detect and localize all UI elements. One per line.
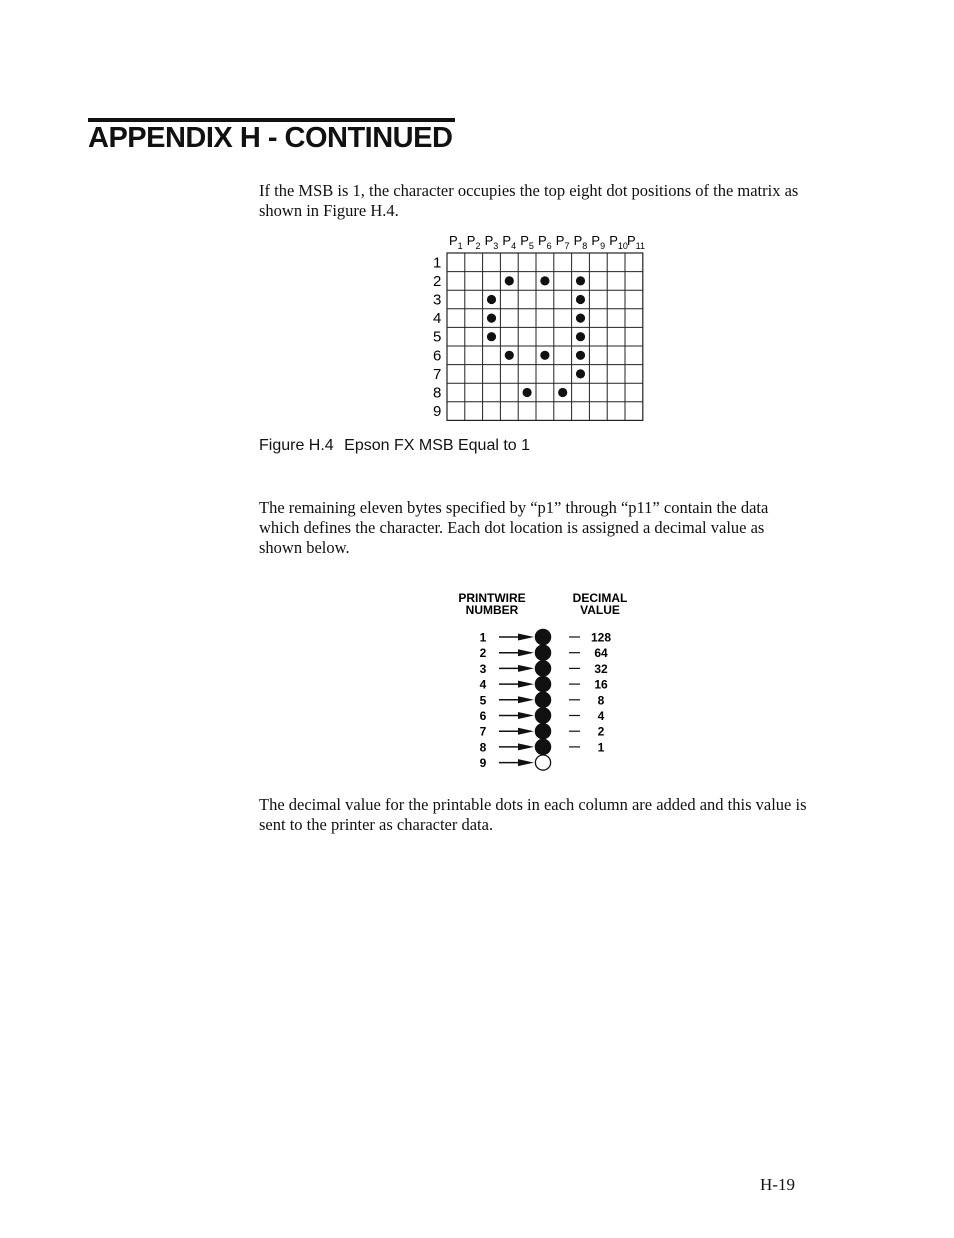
matrix-dot (576, 332, 585, 341)
header-printwire: PRINTWIRE (458, 591, 526, 605)
printwire-dot (535, 692, 550, 707)
matrix-dot (505, 351, 514, 360)
figure-number: Figure H.4 (259, 437, 334, 454)
arrow-head (518, 696, 534, 703)
decimal-value: 16 (594, 677, 608, 692)
arrow-head (518, 759, 534, 766)
page-number: H-19 (760, 1175, 795, 1194)
printwire-dot (535, 629, 550, 644)
matrix-dot (505, 276, 514, 285)
row-label: 1 (433, 254, 442, 272)
column-label: $P_2$ (466, 233, 481, 251)
matrix-dot (523, 388, 532, 397)
matrix-dot (487, 295, 496, 304)
page-title: APPENDIX H - CONTINUED (88, 122, 453, 154)
figure-caption (259, 437, 530, 455)
column-label: $P_1$ (449, 233, 463, 251)
column-label: $P_6$ (538, 233, 552, 251)
arrow-head (518, 728, 534, 735)
printwire-dot (535, 677, 550, 692)
row-label: 9 (433, 403, 442, 421)
column-labels (449, 233, 645, 251)
printwire-dot (535, 708, 550, 723)
printwire-dot (535, 661, 550, 676)
matrix-dot (576, 369, 585, 378)
row-label: 2 (433, 272, 442, 290)
column-label: $P_3$ (484, 233, 499, 251)
decimal-value: 4 (597, 709, 605, 723)
row-label: 3 (433, 291, 442, 309)
matrix-dot (558, 388, 567, 397)
decimal-value: 64 (594, 646, 608, 661)
column-label: $P_{11}$ (627, 233, 646, 251)
row-label: 5 (433, 328, 442, 346)
arrow-head (518, 712, 534, 719)
remaining-bytes-paragraph: The remaining eleven bytes specified by “p1” through “p11” contain the data which defines the character. Each dot location is assigned a decimal value as shown below. (259, 498, 769, 557)
column-label: $P_5$ (520, 233, 534, 251)
matrix-dot (576, 295, 585, 304)
header-number: NUMBER (465, 603, 519, 617)
arrow-head (518, 681, 534, 688)
column-label: $P_8$ (573, 233, 588, 251)
printwire-dot-empty (535, 755, 550, 770)
row-label: 4 (433, 310, 442, 328)
wire-number: 5 (479, 693, 487, 708)
wire-number: 3 (479, 661, 487, 676)
wire-number: 9 (479, 756, 487, 771)
dot-matrix-figure (425, 226, 650, 424)
wire-number: 1 (479, 630, 487, 645)
printwire-rows (480, 629, 612, 770)
decimal-value: 1 (597, 740, 605, 755)
matrix-dot (540, 276, 549, 285)
matrix-dot (487, 332, 496, 341)
matrix-dot (576, 276, 585, 285)
wire-number: 4 (479, 677, 487, 692)
figure-caption-text: Epson FX MSB Equal to 1 (344, 437, 531, 454)
wire-number: 2 (479, 646, 487, 661)
column-label: $P_{10}$ (609, 233, 628, 251)
wire-number: 8 (479, 740, 487, 755)
decimal-value: 8 (597, 693, 605, 708)
arrow-head (518, 743, 534, 750)
column-label: $P_7$ (555, 233, 570, 251)
decimal-value: 128 (590, 630, 612, 645)
printwire-diagram (440, 585, 650, 775)
matrix-dot (487, 314, 496, 323)
header-value: VALUE (580, 603, 620, 617)
row-label: 6 (433, 347, 442, 365)
decimal-value: 2 (597, 724, 605, 739)
wire-number: 7 (479, 724, 487, 739)
summary-paragraph: The decimal value for the printable dots in each column are added and this value is sent to the printer as character data. (259, 795, 807, 834)
column-label: $P_9$ (591, 233, 606, 251)
matrix-dot (576, 351, 585, 360)
arrow-head (518, 634, 534, 641)
row-labels (433, 254, 441, 420)
header-decimal: DECIMAL (572, 591, 628, 605)
matrix-dot (540, 351, 549, 360)
printwire-dot (535, 724, 550, 739)
printwire-dot (535, 739, 550, 754)
arrow-head (518, 649, 534, 656)
decimal-value: 32 (594, 661, 608, 676)
matrix-dot (576, 314, 585, 323)
row-label: 7 (433, 365, 442, 383)
arrow-head (518, 665, 534, 672)
printwire-dot (535, 645, 550, 660)
row-label: 8 (433, 384, 442, 402)
intro-paragraph: If the MSB is 1, the character occupies the top eight dot positions of the matrix as shown in Figure H.4. (259, 181, 799, 220)
wire-number: 6 (479, 709, 487, 723)
column-label: $P_4$ (502, 233, 517, 251)
